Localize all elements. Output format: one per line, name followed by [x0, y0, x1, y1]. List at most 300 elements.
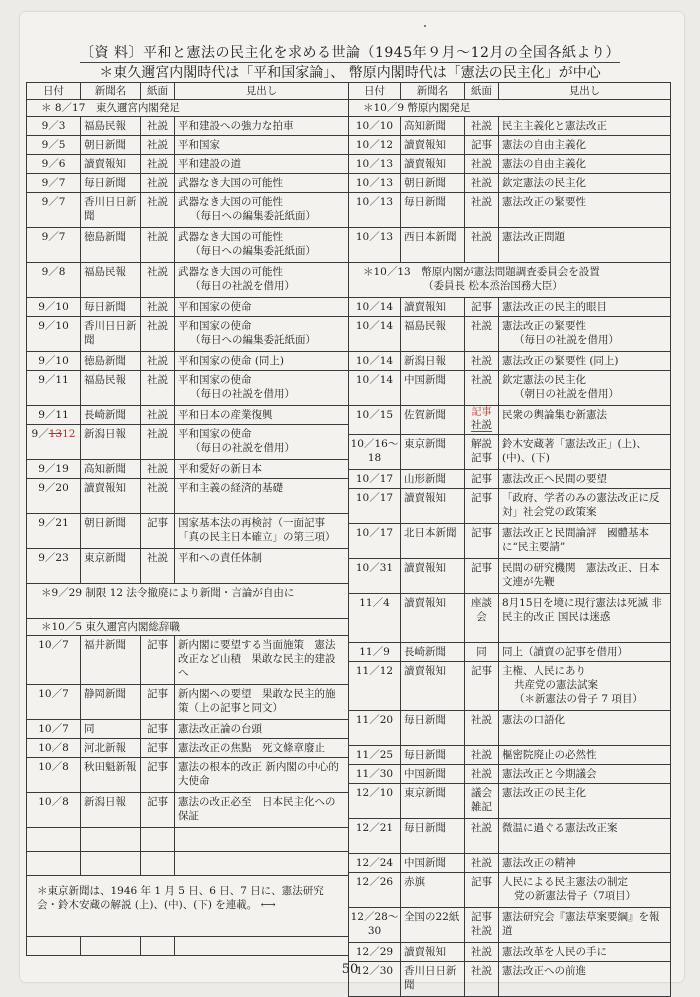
paper-cell: 讀賣報知: [401, 943, 465, 962]
kind-cell: 社説: [465, 746, 499, 765]
kind-cell: 記事: [141, 636, 175, 685]
section-heading: ＊ 8／17 東久邇宮内閣発足: [27, 100, 349, 117]
headline-cell: [499, 908, 671, 943]
table-row: [27, 460, 349, 479]
headline-text: 憲法改正の精神: [502, 857, 576, 869]
date-cell: 10／15: [349, 406, 401, 435]
date-cell: 10／14: [349, 352, 401, 371]
kind-cell: 社説: [465, 371, 499, 406]
kind-cell: 社説: [141, 549, 175, 584]
table-row: [27, 371, 349, 406]
headline-cell: [499, 765, 671, 784]
empty-cell: [27, 852, 81, 876]
table-row: [349, 117, 671, 136]
paper-cell: 新潟日報: [81, 793, 141, 828]
paper-cell: 徳島新聞: [81, 228, 141, 263]
empty-cell: [141, 828, 175, 852]
table-row: [349, 155, 671, 174]
headline-text: 平和建設の道: [178, 158, 241, 170]
headline-cell: [175, 155, 349, 174]
paper-cell: 福井新聞: [81, 636, 141, 685]
headline-cell: [175, 371, 349, 406]
headline-cell: [499, 228, 671, 263]
paper-cell: 讀賣報知: [401, 155, 465, 174]
headline-cell: [175, 720, 349, 739]
kind-cell: 記事: [465, 524, 499, 559]
table-row: [27, 739, 349, 758]
date-cell: 9／10: [27, 298, 81, 317]
headline-cell: [499, 371, 671, 406]
kind-cell: 記事: [141, 685, 175, 720]
date-cell: 9／7: [27, 193, 81, 228]
paper-cell: 中国新聞: [401, 371, 465, 406]
empty-cell: [81, 937, 141, 956]
headline-cell: [175, 298, 349, 317]
table-row: [27, 793, 349, 828]
kind-cell: 社説: [141, 371, 175, 406]
headline-text: 民主主義化と憲法改正: [502, 120, 607, 132]
paper-cell: 讀賣報知: [401, 662, 465, 711]
headline-cell: [175, 425, 349, 460]
table-row: [27, 514, 349, 549]
paper-cell: 高知新聞: [81, 460, 141, 479]
date-cell: 11／30: [349, 765, 401, 784]
paper-cell: 福島民報: [81, 371, 141, 406]
headline-text: 民衆の輿論集む新憲法: [502, 409, 607, 421]
date-cell: 10／7: [27, 685, 81, 720]
date-cell: 9／23: [27, 549, 81, 584]
header-kind: 紙面: [141, 83, 175, 100]
headline-cell: [175, 136, 349, 155]
kind-cell: 記事社説: [465, 908, 499, 943]
kind-cell: 社説: [141, 479, 175, 514]
kind-cell: 社説: [141, 228, 175, 263]
headline-cell: [175, 758, 349, 793]
kind-cell: 社説: [141, 406, 175, 425]
section-heading: ＊10／9 幣原内閣発足: [349, 100, 671, 117]
date-cell: 9／10: [27, 352, 81, 371]
paper-cell: 新潟日報: [81, 425, 141, 460]
headline-note: （毎日の社説を借用）: [190, 388, 295, 400]
paper-cell: 朝日新聞: [401, 174, 465, 193]
headline-cell: [499, 435, 671, 470]
date-cell: 9／10: [27, 317, 81, 352]
table-row: [349, 524, 671, 559]
headline-cell: [499, 406, 671, 435]
date-cell: 11／12: [349, 662, 401, 711]
table-row: [27, 479, 349, 514]
empty-cell: [175, 937, 349, 956]
paper-cell: 佐賀新聞: [401, 406, 465, 435]
paper-cell: 讀賣報知: [401, 594, 465, 643]
headline-text: 武器なき大国の可能性: [178, 177, 283, 189]
kind-cell: 記事: [465, 298, 499, 317]
date-cell: 12／24: [349, 854, 401, 873]
paper-cell: 東京新聞: [81, 549, 141, 584]
kind-cell: 記事: [141, 758, 175, 793]
headline-cell: [175, 636, 349, 685]
date-cell: 12／30: [349, 962, 401, 997]
headline-cell: [499, 317, 671, 352]
kind-cell: 社説: [141, 425, 175, 460]
kind-cell: 社説: [141, 317, 175, 352]
date-cell: 10／8: [27, 739, 81, 758]
struck-date: 13: [48, 428, 63, 440]
paper-cell: 長崎新聞: [401, 643, 465, 662]
headline-text: 平和国家: [178, 139, 220, 151]
paper-cell: 長崎新聞: [81, 406, 141, 425]
table-row: [349, 746, 671, 765]
paper-cell: 北日本新聞: [401, 524, 465, 559]
table-row: [27, 406, 349, 425]
headline-note: （毎日の社説を借用）: [190, 442, 295, 454]
paper-cell: 山形新聞: [401, 470, 465, 489]
headline-cell: [175, 406, 349, 425]
headline-text: 主権、人民にあり: [502, 665, 586, 677]
headline-text: 微温に過ぐる憲法改正案: [502, 822, 618, 834]
table-row: [349, 489, 671, 524]
paper-cell: 香川日日新聞: [81, 317, 141, 352]
section-heading: ＊10／13 幣原内閣が憲法問題調査委員会を設置 （委員長 松本烝治国務大臣）: [349, 263, 671, 298]
table-row: [349, 662, 671, 711]
paper-cell: 西日本新聞: [401, 228, 465, 263]
kind-cell: 社説: [141, 155, 175, 174]
table-row: [27, 352, 349, 371]
headline-cell: [499, 193, 671, 228]
table-row: [349, 819, 671, 854]
headline-text: 憲法の自由主義化: [502, 139, 586, 151]
table-row: [349, 352, 671, 371]
date-cell: 11／25: [349, 746, 401, 765]
headline-note: 共産党の憲法試案: [514, 679, 598, 691]
headline-text: 憲法の根本的改正 新内閣の中心的大使命: [178, 761, 339, 787]
table-row: [27, 155, 349, 174]
headline-text: 平和主義の経済的基礎: [178, 482, 283, 494]
headline-note: （毎日の社説を借用）: [190, 280, 295, 292]
paper-cell: 讀賣報知: [401, 489, 465, 524]
table-row: [349, 317, 671, 352]
kind-cell: 記事: [465, 873, 499, 908]
header-kind: 紙面: [465, 83, 499, 100]
date-cell: 10／14: [349, 371, 401, 406]
headline-text: 憲法の改正必至 日本民主化への保証: [178, 796, 336, 822]
table-row: [27, 720, 349, 739]
kind-cell: 社説: [465, 174, 499, 193]
paper-cell: 中国新聞: [401, 765, 465, 784]
headline-text: 武器なき大国の可能性: [178, 196, 283, 208]
headline-cell: [175, 352, 349, 371]
kind-cell: 社説: [465, 765, 499, 784]
date-cell: 9／11: [27, 406, 81, 425]
kind-cell: 記事: [465, 662, 499, 711]
date-cell: 11／20: [349, 711, 401, 746]
headline-text: 平和国家の使命: [178, 428, 252, 440]
headline-text: 憲法の自由主義化: [502, 158, 586, 170]
kind-cell: 社説: [465, 943, 499, 962]
paper-cell: 朝日新聞: [81, 514, 141, 549]
kind-cell: 社説: [465, 819, 499, 854]
kind-cell: 社説: [141, 174, 175, 193]
date-cell: 10／14: [349, 317, 401, 352]
date-cell: 10／16～18: [349, 435, 401, 470]
paper-cell: 朝日新聞: [81, 136, 141, 155]
paper-cell: 讀賣報知: [81, 479, 141, 514]
table-row: [349, 765, 671, 784]
kind-cell: 社説: [465, 962, 499, 997]
paper-cell: 東京新聞: [401, 784, 465, 819]
date-cell: 10／13: [349, 155, 401, 174]
headline-note: （毎日への編集委託紙面）: [190, 334, 316, 346]
headline-text: 平和国家の使命: [178, 320, 252, 332]
paper-cell: 香川日日新聞: [401, 962, 465, 997]
kind-cell: 社説: [141, 263, 175, 298]
headline-text: 憲法改正論の台頭: [178, 723, 262, 735]
paper-cell: 讀賣報知: [401, 559, 465, 594]
headline-cell: [499, 819, 671, 854]
paper-cell: 高知新聞: [401, 117, 465, 136]
headline-text: 憲法改正の民主化: [502, 787, 586, 799]
date-cell: 11／4: [349, 594, 401, 643]
headline-cell: [175, 193, 349, 228]
page-title: 〔資 料〕平和と憲法の民主化を求める世論（1945年９月～12月の全国各紙より）: [80, 45, 620, 61]
headline-note: （毎日への編集委託紙面）: [190, 210, 316, 222]
table-row: [349, 711, 671, 746]
kind-cell: 社説: [465, 155, 499, 174]
kind-cell: 社説: [465, 228, 499, 263]
date-cell: 10／12: [349, 136, 401, 155]
date-cell: 9／11: [27, 371, 81, 406]
table-row: [27, 758, 349, 793]
headline-text: 8月15日を境に現行憲法は死滅 非民主的改正 国民は迷惑: [502, 597, 662, 623]
kind-cell: 社説: [465, 193, 499, 228]
table-row: [349, 873, 671, 908]
headline-text: 鈴木安蔵著「憲法改正」(上)、(中)、(下): [502, 438, 647, 464]
table-row: [27, 263, 349, 298]
date-cell: 10／8: [27, 793, 81, 828]
headline-text: 樞密院廃止の必然性: [502, 749, 597, 761]
date-cell: 12／29: [349, 943, 401, 962]
headline-cell: [175, 685, 349, 720]
headline-cell: [175, 174, 349, 193]
section-heading: ＊10／5 東久邇宮内閣総辞職: [27, 619, 349, 636]
empty-cell: [141, 852, 175, 876]
kind-cell: 社説: [141, 136, 175, 155]
kind-cell: 社説: [465, 117, 499, 136]
date-cell: 10／7: [27, 720, 81, 739]
kind-cell: [465, 406, 499, 435]
paper-cell: 毎日新聞: [401, 193, 465, 228]
paper-cell: 讀賣報知: [81, 155, 141, 174]
paper-cell: 河北新報: [81, 739, 141, 758]
headline-text: 平和愛好の新日本: [178, 463, 262, 475]
headline-cell: [175, 460, 349, 479]
headline-text: 憲法改正の緊要性 (同上): [502, 355, 619, 367]
paper-cell: 新潟日報: [401, 352, 465, 371]
date-cell: 9／20: [27, 479, 81, 514]
paper-cell: 徳島新聞: [81, 352, 141, 371]
header-headline: 見出し: [175, 83, 349, 100]
headline-text: 国家基本法の再検討（一面記事「真の民主日本確立」の第三項）: [178, 517, 336, 543]
headline-cell: [499, 854, 671, 873]
date-cell: 10／17: [349, 489, 401, 524]
speck: [424, 25, 426, 27]
headline-cell: [499, 470, 671, 489]
headline-text: 憲法改正の緊要性: [502, 196, 586, 208]
paper-cell: 福島民報: [81, 263, 141, 298]
headline-cell: [499, 559, 671, 594]
headline-cell: [499, 352, 671, 371]
double-arrow-icon: ⟷: [260, 899, 276, 911]
date-cell: 10／13: [349, 174, 401, 193]
date-cell: 10／14: [349, 298, 401, 317]
headline-cell: [499, 298, 671, 317]
headline-text: 憲法改正と民間論評 國體基本に“民主要請”: [502, 527, 649, 553]
date-cell: 9／7: [27, 228, 81, 263]
table-row: [27, 298, 349, 317]
headline-text: 「政府、学者のみの憲法改正に反対」社会党の政策案: [502, 492, 660, 518]
table-row: [27, 193, 349, 228]
table-row: [27, 228, 349, 263]
table-row: [349, 943, 671, 962]
footnote: ＊東京新聞は、1946 年 1 月 5 日、6 日、7 日に、憲法研究会・鈴木安蔵の解説 (上)、(中)、(下) を連載。 ⟷: [27, 876, 349, 937]
date-cell: 12／26: [349, 873, 401, 908]
headline-cell: [499, 117, 671, 136]
date-cell: 12／21: [349, 819, 401, 854]
headline-cell: [175, 117, 349, 136]
table-row: [349, 228, 671, 263]
kind-cell: 議会雑記: [465, 784, 499, 819]
empty-cell: [175, 852, 349, 876]
headline-cell: [175, 228, 349, 263]
table-row: [349, 784, 671, 819]
date-cell: 9／8: [27, 263, 81, 298]
headline-note: （＊新憲法の骨子 7 項目）: [514, 693, 643, 705]
empty-cell: [27, 828, 81, 852]
headline-cell: [175, 263, 349, 298]
date-cell: 10／13: [349, 193, 401, 228]
headline-text: 平和国家の使命: [178, 301, 252, 313]
table-row: [27, 117, 349, 136]
headline-cell: [175, 739, 349, 758]
corrected-kind: 記事: [471, 407, 492, 418]
headline-text: 平和日本の産業復興: [178, 409, 273, 421]
header-date: 日付: [27, 83, 81, 100]
header-headline: 見出し: [499, 83, 671, 100]
table-row: [27, 174, 349, 193]
date-cell: 9／7: [27, 174, 81, 193]
headline-text: 新内閣に要望する当面施策 憲法改正など山積 果敢な民主的建設へ: [178, 639, 336, 679]
corrected-date: 12: [62, 428, 76, 440]
table-row: [27, 636, 349, 685]
table-row: [349, 174, 671, 193]
headline-text: 憲法改正の焦點 死文條章廢止: [178, 742, 325, 754]
headline-text: 憲法改正の緊要性: [502, 320, 586, 332]
paper-cell: 福島民報: [81, 117, 141, 136]
headline-cell: [499, 784, 671, 819]
headline-text: 武器なき大国の可能性: [178, 231, 283, 243]
headline-cell: [499, 662, 671, 711]
kind-cell: 社説: [141, 298, 175, 317]
paper-cell: 秋田魁新報: [81, 758, 141, 793]
table-row: [349, 371, 671, 406]
paper-cell: 全国の22紙: [401, 908, 465, 943]
date-cell: 10／13: [349, 228, 401, 263]
headline-text: 平和建設への強力な拍車: [178, 120, 294, 132]
kind-cell: 解説記事: [465, 435, 499, 470]
headline-text: 平和国家の使命 (同上): [178, 355, 285, 367]
headline-text: 憲法改正へ民間の要望: [502, 473, 607, 485]
headline-text: 憲法改革を人民の手に: [502, 946, 607, 958]
date-cell: 10／17: [349, 470, 401, 489]
headline-cell: [499, 524, 671, 559]
paper-cell: 香川日日新聞: [81, 193, 141, 228]
paper-cell: 讀賣報知: [401, 136, 465, 155]
date-cell: 12／28～30: [349, 908, 401, 943]
headline-text: 平和国家の使命: [178, 374, 252, 386]
page-number: 50: [341, 962, 359, 977]
date-cell: 11／9: [349, 643, 401, 662]
kind-cell: 社説: [465, 352, 499, 371]
headline-text: 憲法改正と今期議会: [502, 768, 597, 780]
headline-text: 憲法改正問題: [502, 231, 565, 243]
date-cell: 9／5: [27, 136, 81, 155]
empty-cell: [81, 828, 141, 852]
paper-cell: 同: [81, 720, 141, 739]
table-row: [349, 643, 671, 662]
paper-cell: 中国新聞: [401, 854, 465, 873]
empty-cell: [141, 937, 175, 956]
table-row: [349, 559, 671, 594]
table-row: [349, 406, 671, 435]
date-cell: 10／31: [349, 559, 401, 594]
kind-cell: 社説: [465, 317, 499, 352]
headline-cell: [175, 549, 349, 584]
date-cell: 9／6: [27, 155, 81, 174]
headline-note: 党の新憲法骨子（7項目）: [514, 890, 637, 902]
headline-note: （朝日の社説を借用）: [514, 388, 619, 400]
headline-cell: [175, 793, 349, 828]
kind-cell: 記事: [465, 559, 499, 594]
kind-cell: 記事: [465, 470, 499, 489]
kind-cell: 座談会: [465, 594, 499, 643]
headline-cell: [499, 643, 671, 662]
headline-text: 欽定憲法の民主化: [502, 177, 586, 189]
paper-cell: 毎日新聞: [81, 298, 141, 317]
table-row: [27, 549, 349, 584]
table-row: [349, 193, 671, 228]
paper-cell: 赤旗: [401, 873, 465, 908]
kind-cell: 記事: [465, 489, 499, 524]
kind-cell: 社説: [465, 711, 499, 746]
kind-cell: 社説: [141, 460, 175, 479]
table-row: [349, 136, 671, 155]
paper-cell: 毎日新聞: [81, 174, 141, 193]
headline-text: 欽定憲法の民主化: [502, 374, 586, 386]
kind-cell: 記事: [141, 514, 175, 549]
kind-cell: 同: [465, 643, 499, 662]
headline-text: 憲法研究会『憲法草案要綱』を報道: [502, 911, 660, 937]
paper-cell: 毎日新聞: [401, 711, 465, 746]
table-row: [349, 470, 671, 489]
headline-text: 憲法の口語化: [502, 714, 565, 726]
header-date: 日付: [349, 83, 401, 100]
paper-cell: 毎日新聞: [401, 746, 465, 765]
table-row: [349, 908, 671, 943]
left-table: [26, 82, 349, 956]
headline-text: 平和への責任体制: [178, 552, 262, 564]
headline-cell: [499, 873, 671, 908]
headline-text: 憲法改正への前進: [502, 965, 586, 977]
